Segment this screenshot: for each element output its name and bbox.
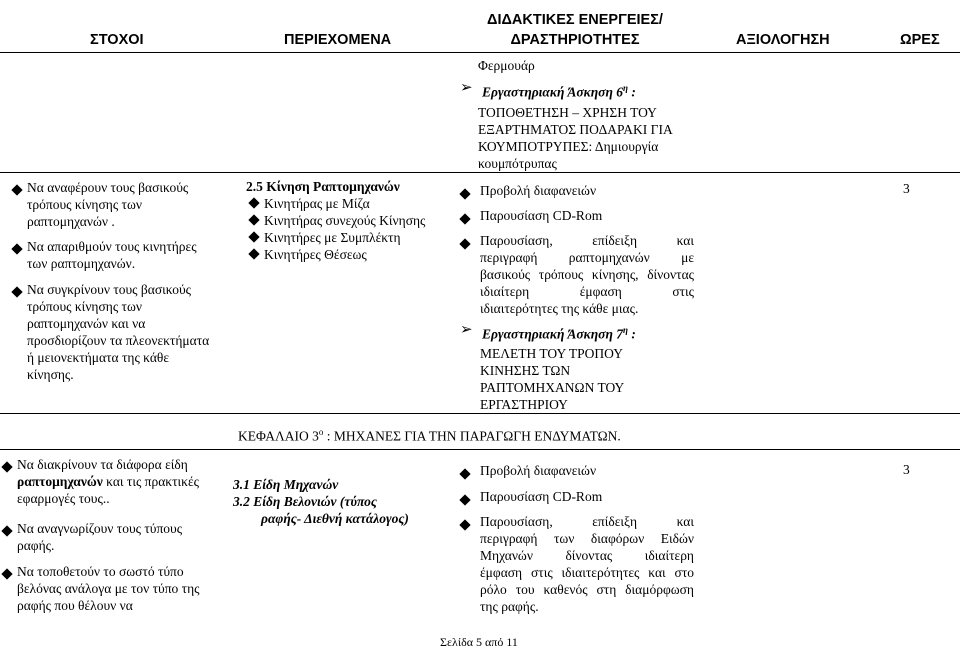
section1-content-title: 2.5 Κίνηση Ραπτομηχανών xyxy=(246,179,400,194)
header-hours: ΩΡΕΣ xyxy=(900,32,940,48)
section2-content-1: 3.1 Είδη Μηχανών xyxy=(233,477,339,492)
arrow-bullet-icon: ➢ xyxy=(460,80,473,96)
diamond-bullet-icon xyxy=(461,186,469,202)
section2-goal-1: Να διακρίνουν τα διάφορα είδη ραπτομηχανών και τις πρακτικές εφαρμογές τους.. xyxy=(17,457,199,506)
content-item: Κινητήρες Θέσεως xyxy=(248,246,425,263)
section2-activity-2: Παρουσίαση CD-Rom xyxy=(480,489,603,504)
section1-hours: 3 xyxy=(903,181,910,196)
content-item: Κινητήρες με Συμπλέκτη xyxy=(248,229,425,246)
header-activities xyxy=(455,12,695,48)
diamond-bullet-icon xyxy=(3,566,11,582)
section2-content-2: 3.2 Είδη Βελονιών (τύπος ραφής- Διεθνή κατάλογος) xyxy=(233,494,409,526)
diamond-bullet-icon xyxy=(3,459,11,475)
section1-activity-3: Παρουσίαση, επίδειξη και περιγραφή ραπτομηχανών με βασικούς τρόπους κίνησης, δίνοντας ιδιαίτερη έμφαση στις ιδιαιτερότητες της κάθε μιας. xyxy=(480,233,694,316)
section2-goal-3: Να τοποθετούν το σωστό τύπο βελόνας ανάλογα με τον τύπο της ραφής που θέλουν να xyxy=(17,564,200,613)
section2-top-divider xyxy=(0,449,960,450)
top-activity-line: Φερμουάρ xyxy=(478,58,535,73)
section1-goal-1: Να αναφέρουν τους βασικούς τρόπους κίνησης των ραπτομηχανών . xyxy=(27,180,189,229)
diamond-bullet-icon xyxy=(461,211,469,227)
content-item: Κινητήρας με Μίζα xyxy=(248,195,425,212)
chapter-heading: ΚΕΦΑΛΑΙΟ $3^o$ : ΜΗΧΑΝΕΣ ΓΙΑ ΤΗΝ ΠΑΡΑΓΩΓΗ ΕΝΔΥΜΑΤΩΝ. xyxy=(238,427,621,444)
diamond-bullet-icon xyxy=(248,214,259,225)
diamond-bullet-icon xyxy=(13,182,21,198)
header-divider xyxy=(0,52,960,53)
diamond-bullet-icon xyxy=(3,523,11,539)
diamond-bullet-icon xyxy=(13,241,21,257)
arrow-bullet-icon: ➢ xyxy=(460,322,473,338)
header-goals: ΣΤΟΧΟΙ xyxy=(90,32,144,48)
content-item: Κινητήρας συνεχούς Κίνησης xyxy=(248,212,425,229)
header-evaluation: ΑΞΙΟΛΟΓΗΣΗ xyxy=(736,32,830,48)
exercise-7-description: ΜΕΛΕΤΗ ΤΟΥ ΤΡΟΠΟΥ ΚΙΝΗΣΗΣ ΤΩΝ ΡΑΠΤΟΜΗΧΑΝΩΝ ΤΟΥ ΕΡΓΑΣΤΗΡΙΟΥ xyxy=(480,346,625,412)
section1-activity-1: Προβολή διαφανειών xyxy=(480,183,597,198)
diamond-bullet-icon xyxy=(461,236,469,252)
section1-goal-3: Να συγκρίνουν τους βασικούς τρόπους κίνησης των ραπτομηχανών και να προσδιορίζουν τα πλεονεκτήματα ή μειονεκτήματα της κάθε κίνησης. xyxy=(27,282,210,382)
page-number: Σελίδα 5 από 11 xyxy=(440,635,518,649)
header-activities-line2: ΔΡΑΣΤΗΡΙΟΤΗΤΕΣ xyxy=(510,32,640,48)
header-activities-line1: ΔΙΔΑΚΤΙΚΕΣ ΕΝΕΡΓΕΙΕΣ/ xyxy=(487,12,663,28)
section2-hours: 3 xyxy=(903,462,910,477)
section1-content-list xyxy=(248,195,425,263)
section1-top-divider xyxy=(0,172,960,173)
diamond-bullet-icon xyxy=(13,284,21,300)
diamond-bullet-icon xyxy=(248,197,259,208)
section1-activity-2: Παρουσίαση CD-Rom xyxy=(480,208,603,223)
section2-activity-3: Παρουσίαση, επίδειξη και περιγραφή των διαφόρων Ειδών Μηχανών δίνοντας ιδιαίτερη έμφαση στις ιδιαιτερότητες και στο ρόλο του καθενός στη διαμόρφωση της ραφής. xyxy=(480,514,694,614)
section1-bottom-divider xyxy=(0,413,960,414)
diamond-bullet-icon xyxy=(248,231,259,242)
diamond-bullet-icon xyxy=(461,517,469,533)
exercise-6-description: ΤΟΠΟΘΕΤΗΣΗ – ΧΡΗΣΗ ΤΟΥ ΕΞΑΡΤΗΜΑΤΟΣ ΠΟΔΑΡΑΚΙ ΓΙΑ ΚΟΥΜΠΟΤΡΥΠΕΣ: Δημιουργία κουμπότρυπας xyxy=(478,105,673,171)
section2-activity-1: Προβολή διαφανειών xyxy=(480,463,597,478)
section2-goal-2: Να αναγνωρίζουν τους τύπους ραφής. xyxy=(17,521,183,553)
header-content: ΠΕΡΙΕΧΟΜΕΝΑ xyxy=(284,32,392,48)
exercise-6-title: Εργαστηριακή Άσκηση $6^\eta$ : xyxy=(482,83,636,100)
diamond-bullet-icon xyxy=(461,492,469,508)
section1-goal-2: Να απαριθμούν τους κινητήρες των ραπτομηχανών. xyxy=(27,239,197,271)
exercise-7-title: Εργαστηριακή Άσκηση $7^\eta$ : xyxy=(482,325,636,342)
diamond-bullet-icon xyxy=(248,248,259,259)
diamond-bullet-icon xyxy=(461,466,469,482)
